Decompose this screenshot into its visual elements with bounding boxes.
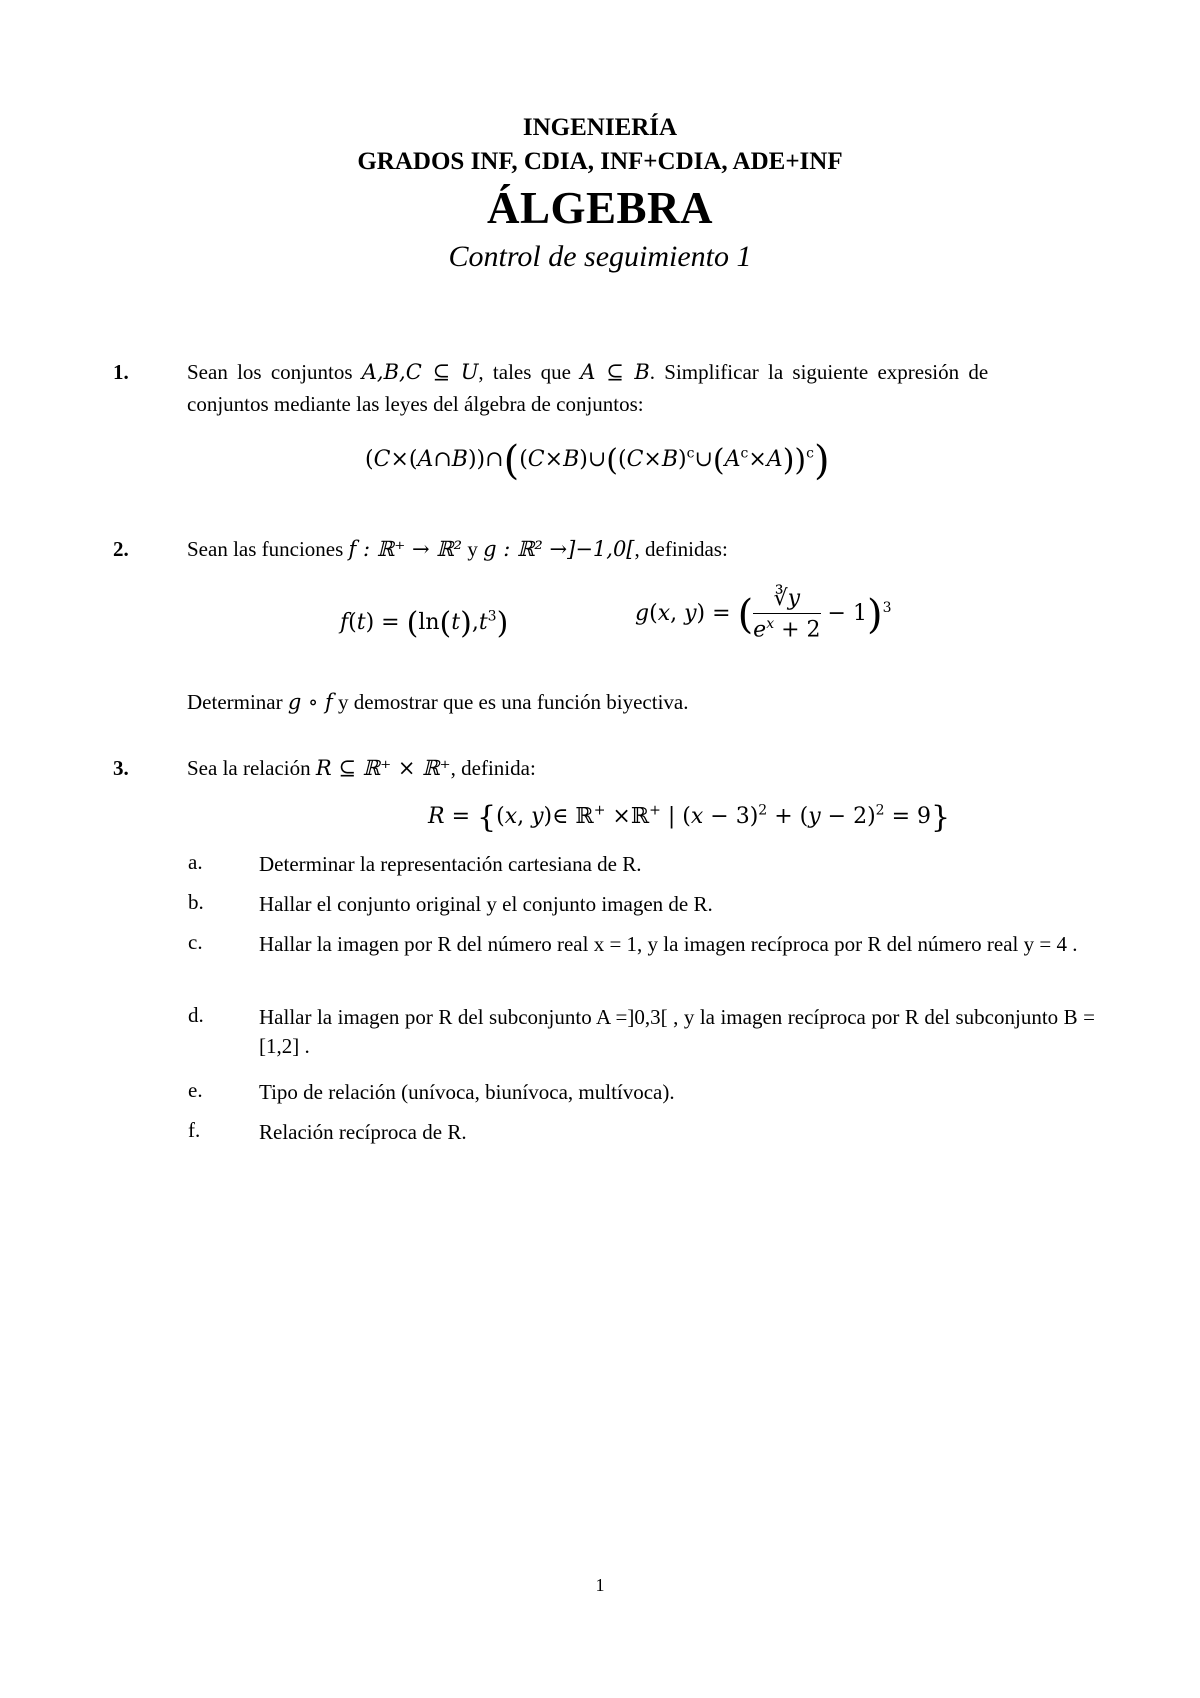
question-3-definition: R = {(x, y)∈ ℝ+ ×ℝ+ | $(x - 3)^2 + (y - 2)^2 = 9$}	[428, 800, 951, 835]
question-1-text-c: . Simplificar la siguiente expresión de	[649, 360, 989, 384]
item-a-text: Determinar la representación cartesiana de R.	[259, 852, 642, 876]
item-d-letter: d.	[188, 1003, 204, 1027]
header-degrees: GRADOS INF, CDIA, INF+CDIA, ADE+INF	[357, 148, 843, 175]
item-b-text: Hallar el conjunto original y el conjunto imagen de R.	[259, 892, 713, 916]
question-2-text-y: y	[467, 537, 478, 561]
page-number: 1	[595, 1575, 605, 1595]
item-e-letter: e.	[188, 1078, 203, 1102]
question-1-line2: conjuntos mediante las leyes del álgebra de conjuntos:	[187, 392, 644, 416]
question-2-composition: g ∘ f	[287, 690, 333, 714]
question-1-expression: $(C\times(A\cap B))\cap((C\times B)\cup((C\times B)^c\cup(A^c\times A))^c)$	[365, 438, 830, 484]
question-3-text-a: Sea la relación	[187, 756, 311, 780]
question-2-number: 2.	[113, 537, 129, 561]
question-1-text-b: , tales que	[478, 360, 571, 384]
page-subtitle: Control de seguimiento 1	[448, 240, 752, 273]
question-2-det-a: Determinar	[187, 690, 283, 714]
question-1-text-a: Sean los conjuntos	[187, 360, 353, 384]
item-c-letter: c.	[188, 930, 203, 954]
question-2-f-signature: f : ℝ⁺ → ℝ²	[348, 537, 463, 561]
question-2-statement	[187, 535, 728, 564]
question-2-f-definition: $f(t) = (\ln(t),t^3)$	[340, 606, 509, 641]
item-d-text: Hallar la imagen por R del subconjunto A =]0,3[ , y la imagen recíproca por R del subconjunto B = [1,2] .	[259, 1005, 1095, 1058]
question-2-g-signature: g : ℝ² →]−1,0[	[483, 537, 635, 561]
question-2-text-b: , definidas:	[634, 537, 728, 561]
page-title: ÁLGEBRA	[486, 183, 714, 233]
question-1-statement	[187, 358, 1095, 387]
question-1-condition: A ⊆ B	[580, 360, 650, 384]
question-1-number: 1.	[113, 360, 129, 384]
item-c-text: Hallar la imagen por R del número real x = 1, y la imagen recíproca por R del número real y = 4 .	[259, 932, 1078, 956]
question-2-det-b: y demostrar que es una función biyectiva.	[338, 690, 689, 714]
question-3-relation: R ⊆ ℝ⁺ × ℝ⁺	[315, 756, 451, 780]
item-e-text: Tipo de relación (unívoca, biunívoca, multívoca).	[259, 1080, 675, 1104]
question-3-statement	[187, 754, 536, 783]
header-faculty: INGENIERÍA	[522, 114, 678, 141]
item-b-letter: b.	[188, 890, 204, 914]
question-1-sets: A,B,C ⊆ U	[361, 360, 479, 384]
question-2-g-definition: g(x, y) = ( $\frac{∛y}{e^x + 2}$ − 1)$^3$	[635, 586, 892, 643]
item-f-text: Relación recíproca de R.	[259, 1120, 467, 1144]
item-f-letter: f.	[188, 1118, 201, 1142]
question-3-text-b: , definida:	[450, 756, 536, 780]
question-3-number: 3.	[113, 756, 129, 780]
question-2-text-a: Sean las funciones	[187, 537, 344, 561]
question-2-task	[187, 688, 688, 717]
item-a-letter: a.	[188, 850, 203, 874]
